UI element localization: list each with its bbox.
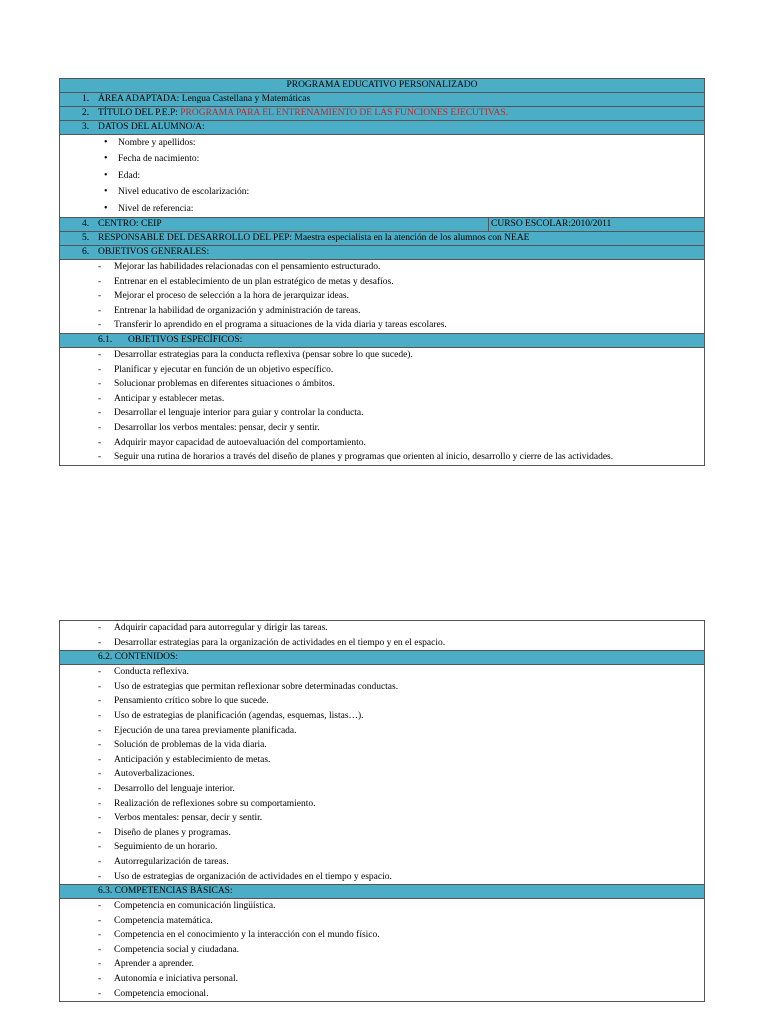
continued-objectives-list <box>60 621 704 650</box>
program-name: PROGRAMA PARA EL ENTRENAMIENTO DE LAS FUNCIONES EJECUTIVAS. <box>180 108 509 118</box>
competencies-list <box>60 899 704 1001</box>
curso-escolar: CURSO ESCOLAR:2010/2011 <box>491 219 612 230</box>
list-item: - Competencia emocional. <box>60 987 704 1002</box>
program-title: PROGRAMA EDUCATIVO PERSONALIZADO <box>60 79 704 92</box>
list-item: - Uso de estrategias que permitan reflexionar sobre determinadas conductas. <box>60 680 704 695</box>
list-item: - Uso de estrategias de planificación (agendas, esquemas, listas…). <box>60 709 704 724</box>
list-item: - Autorregularización de tareas. <box>60 855 704 870</box>
student-data-cell <box>60 134 704 217</box>
list-item: - Uso de estrategias de organización de actividades en el tiempo y espacio. <box>60 870 704 885</box>
list-item: - Adquirir mayor capacidad de autoevaluación del comportamiento. <box>60 436 704 451</box>
section-label: ÁREA ADAPTADA: Lengua Castellana y Matemáticas <box>98 94 311 104</box>
list-item: - Competencia social y ciudadana. <box>60 943 704 958</box>
student-field: • Fecha de nacimiento: <box>60 151 704 167</box>
section-datos-alumno <box>60 120 704 134</box>
list-item: - Entrenar la habilidad de organización y administración de tareas. <box>60 304 704 319</box>
list-item: - Aprender a aprender. <box>60 957 704 972</box>
section-objetivos-generales <box>60 245 704 259</box>
section-number: 5. <box>82 233 90 244</box>
list-item: - Seguimiento de un horario. <box>60 840 704 855</box>
list-item: - Anticipación y establecimiento de metas. <box>60 753 704 768</box>
list-item: - Entrenar en el establecimiento de un plan estratégico de metas y desafíos. <box>60 275 704 290</box>
section-number: 6.1. <box>98 335 113 345</box>
list-item: - Planificar y ejecutar en función de un objetivo específico. <box>60 363 704 378</box>
student-field: • Nivel educativo de escolarización: <box>60 184 704 200</box>
specific-objectives-list <box>60 348 704 465</box>
specific-objectives-cell <box>60 347 704 465</box>
pep-table-part-1 <box>59 78 705 466</box>
student-fields-list <box>60 135 704 217</box>
list-item: - Desarrollo del lenguaje interior. <box>60 782 704 797</box>
student-field: • Edad: <box>60 168 704 184</box>
section-label: OBJETIVOS GENERALES: <box>98 247 210 258</box>
competencies-cell <box>60 898 704 1001</box>
list-item: - Solucionar problemas en diferentes situaciones o ámbitos. <box>60 377 704 392</box>
list-item: - Autonomía e iniciativa personal. <box>60 972 704 987</box>
list-item: - Competencia en el conocimiento y la interacción con el mundo físico. <box>60 928 704 943</box>
list-item: - Conducta reflexiva. <box>60 665 704 680</box>
list-item: - Transferir lo aprendido en el programa a situaciones de la vida diaria y tareas escolares. <box>60 318 704 333</box>
list-item: - Pensamiento crítico sobre lo que sucede. <box>60 694 704 709</box>
student-field: • Nivel de referencia: <box>60 201 704 217</box>
section-label: CENTRO: CEIP <box>98 219 162 230</box>
centro-cell <box>60 218 489 231</box>
section-label: OBJETIVOS ESPECÍFICOS: <box>128 335 243 345</box>
pep-table-part-2 <box>59 620 705 1002</box>
contents-cell <box>60 664 704 884</box>
section-responsable <box>60 231 704 245</box>
list-item: - Competencia en comunicación lingüística. <box>60 899 704 914</box>
list-item: - Adquirir capacidad para autorregular y dirigir las tareas. <box>60 621 704 636</box>
section-number: 2. <box>82 108 90 118</box>
continued-objectives-cell <box>60 621 704 650</box>
section-label: RESPONSABLE DEL DESARROLLO DEL PEP: Maestra especialista en la atención de los alumnos con NEAE <box>98 233 530 244</box>
list-item: - Solución de problemas de la vida diaria. <box>60 738 704 753</box>
section-titulo-pep <box>60 106 704 120</box>
list-item: - Verbos mentales: pensar, decir y sentir. <box>60 811 704 826</box>
list-item: - Mejorar el proceso de selección a la hora de jerarquizar ideas. <box>60 289 704 304</box>
general-objectives-cell <box>60 259 704 333</box>
list-item: - Mejorar las habilidades relacionadas con el pensamiento estructurado. <box>60 260 704 275</box>
contents-list <box>60 665 704 884</box>
section-number: 6. <box>82 247 90 258</box>
section-objetivos-especificos <box>60 333 704 347</box>
list-item: - Ejecución de una tarea previamente planificada. <box>60 724 704 739</box>
section-number: 3. <box>82 122 90 132</box>
section-contenidos: 6.2. CONTENIDOS: <box>60 650 704 664</box>
list-item: - Desarrollar estrategias para la conducta reflexiva (pensar sobre lo que sucede). <box>60 348 704 363</box>
list-item: - Diseño de planes y programas. <box>60 826 704 841</box>
section-area-adaptada <box>60 92 704 106</box>
general-objectives-list <box>60 260 704 333</box>
list-item: - Autoverbalizaciones. <box>60 767 704 782</box>
section-label: TÍTULO DEL P.E.P: <box>98 108 178 118</box>
section-competencias: 6.3. COMPETENCIAS BÁSICAS: <box>60 884 704 898</box>
list-item: - Desarrollar estrategias para la organización de actividades en el tiempo y en el espacio. <box>60 636 704 651</box>
list-item: - Realización de reflexiones sobre su comportamiento. <box>60 797 704 812</box>
list-item: - Desarrollar el lenguaje interior para guiar y controlar la conducta. <box>60 406 704 421</box>
section-number: 4. <box>82 219 90 230</box>
list-item: - Competencia matemática. <box>60 914 704 929</box>
list-item: - Anticipar y establecer metas. <box>60 392 704 407</box>
list-item: - Desarrollar los verbos mentales: pensar, decir y sentir. <box>60 421 704 436</box>
section-label: DATOS DEL ALUMNO/A: <box>98 122 205 132</box>
student-field: • Nombre y apellidos: <box>60 135 704 151</box>
list-item: - Seguir una rutina de horarios a través del diseño de planes y programas que orienten al inicio, desarrollo y cierre de las actividades. <box>60 450 704 465</box>
section-centro <box>60 217 704 231</box>
section-number: 1. <box>82 94 90 104</box>
